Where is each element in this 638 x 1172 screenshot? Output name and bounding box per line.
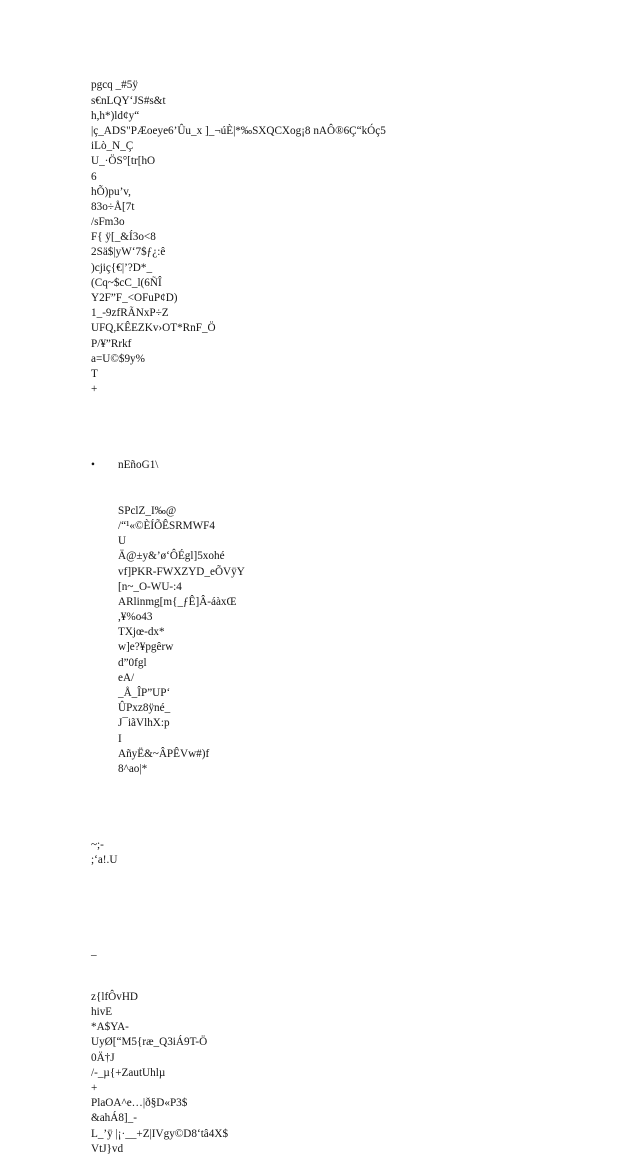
text-line: vf]PKR-FWXZYD_eÕVÿY bbox=[118, 565, 245, 578]
text-line: /sFm3o bbox=[91, 216, 125, 229]
text-line: w]e?¥pgêrw bbox=[118, 641, 174, 654]
text-line: ~;- bbox=[91, 838, 104, 851]
text-line: [n~_O-WU-:4 bbox=[118, 580, 182, 593]
text-block-bottom bbox=[91, 990, 611, 1157]
text-line: 6 bbox=[91, 170, 97, 183]
text-line: + bbox=[91, 383, 98, 396]
text-line: 2Sä$|yW‘7$ƒ¿:ê bbox=[91, 246, 166, 259]
text-line: UyØ[“M5{ræ_Q3iÁ9T-Ö bbox=[91, 1036, 208, 1049]
spacer bbox=[91, 899, 611, 914]
text-line: P/¥”Rrkf bbox=[91, 337, 132, 350]
separator-rule: _ bbox=[91, 945, 97, 958]
text-line: + bbox=[91, 1082, 98, 1095]
text-line: VtJ}vd bbox=[91, 1142, 124, 1155]
text-line: /-_µ{+ZautUhlµ bbox=[91, 1066, 166, 1079]
bullet-marker: • bbox=[91, 459, 95, 472]
text-line: Ä@±y&’ø‘ÔÉgl]5xohé bbox=[118, 550, 225, 563]
text-line: 0Ä†J bbox=[91, 1051, 115, 1064]
text-line: UFQ,KÊEZKv›OT*RnF_Ö bbox=[91, 322, 216, 335]
text-line: U_·ÖS°[tr[hO bbox=[91, 155, 156, 168]
text-line: T bbox=[91, 367, 98, 380]
text-line: s€nLQY‘JS#s&t bbox=[91, 94, 166, 107]
text-line: d”0fgl bbox=[118, 656, 147, 669]
text-line: /“¹«©ÈÍÕÊSRMWF4 bbox=[118, 519, 216, 532]
text-line: AñyË&~ÂPÊVw#)f bbox=[118, 747, 210, 760]
text-line: eA/ bbox=[118, 671, 135, 684]
text-line: I bbox=[118, 732, 122, 745]
text-line: PlaOA^e…|ð§D«P3$ bbox=[91, 1097, 188, 1110]
text-line: 83o÷Å[7t bbox=[91, 200, 135, 213]
text-line: hivE bbox=[91, 1006, 113, 1019]
text-line: J¯iãVlhX:p bbox=[118, 717, 170, 730]
text-line: TXjœ-dx* bbox=[118, 626, 165, 639]
text-block-top bbox=[91, 78, 611, 397]
text-line: a=U©$9y% bbox=[91, 352, 145, 365]
document-body bbox=[91, 48, 611, 1172]
text-line: |ç_ADS"PÆoeye6’Ûu_x ]_¬úÈ|*‰SXQCXog¡8 nAÔ®6Ç“kÓç5 bbox=[91, 124, 386, 137]
text-line: F{ ÿ[_&Í3o<8 bbox=[91, 231, 156, 244]
bullet-first-line: nEñoG1\ bbox=[118, 459, 159, 472]
text-line: *A$YA- bbox=[91, 1021, 129, 1034]
text-line: pgcq _#5ÿ bbox=[91, 79, 138, 92]
text-line: 1_-9zfRÃNxP÷Z bbox=[91, 307, 169, 320]
text-line: L_’ÿ |¡·__+Z|IVgy©D8‘tâ4X$ bbox=[91, 1127, 229, 1140]
text-line: hÕ)pu’v, bbox=[91, 185, 131, 198]
text-line: Y2F”F_<OFuP¢D) bbox=[91, 292, 178, 305]
text-line: z{lfÔvHD bbox=[91, 990, 139, 1003]
text-line: ARlinmg[m{_ƒÊ]Â-áàxŒ bbox=[118, 595, 237, 608]
text-line: iLò_N_Ç bbox=[91, 140, 134, 153]
text-line: ;‘a!.U bbox=[91, 854, 118, 867]
text-line: h,h*)ld¢y“ bbox=[91, 109, 140, 122]
bullet-continuation bbox=[91, 504, 611, 777]
text-line: ÛPxz8ÿné_ bbox=[118, 702, 171, 715]
text-line: 8^ao|* bbox=[118, 762, 148, 775]
text-line: U bbox=[118, 535, 127, 548]
text-line: (Cq~$cC_l(6ÑÎ bbox=[91, 276, 162, 289]
bullet-item bbox=[91, 458, 611, 473]
text-line: &ahÁ8]_- bbox=[91, 1112, 137, 1125]
text-block-middle bbox=[91, 838, 611, 868]
bullet-list bbox=[91, 428, 611, 808]
text-line: _Å_ÎP”UP‘ bbox=[118, 687, 171, 700]
text-line: ,¥%o43 bbox=[118, 611, 153, 624]
text-line: SPclZ_I‰@ bbox=[118, 504, 177, 517]
text-line: )cjiç{€|’?D*_ bbox=[91, 261, 153, 274]
